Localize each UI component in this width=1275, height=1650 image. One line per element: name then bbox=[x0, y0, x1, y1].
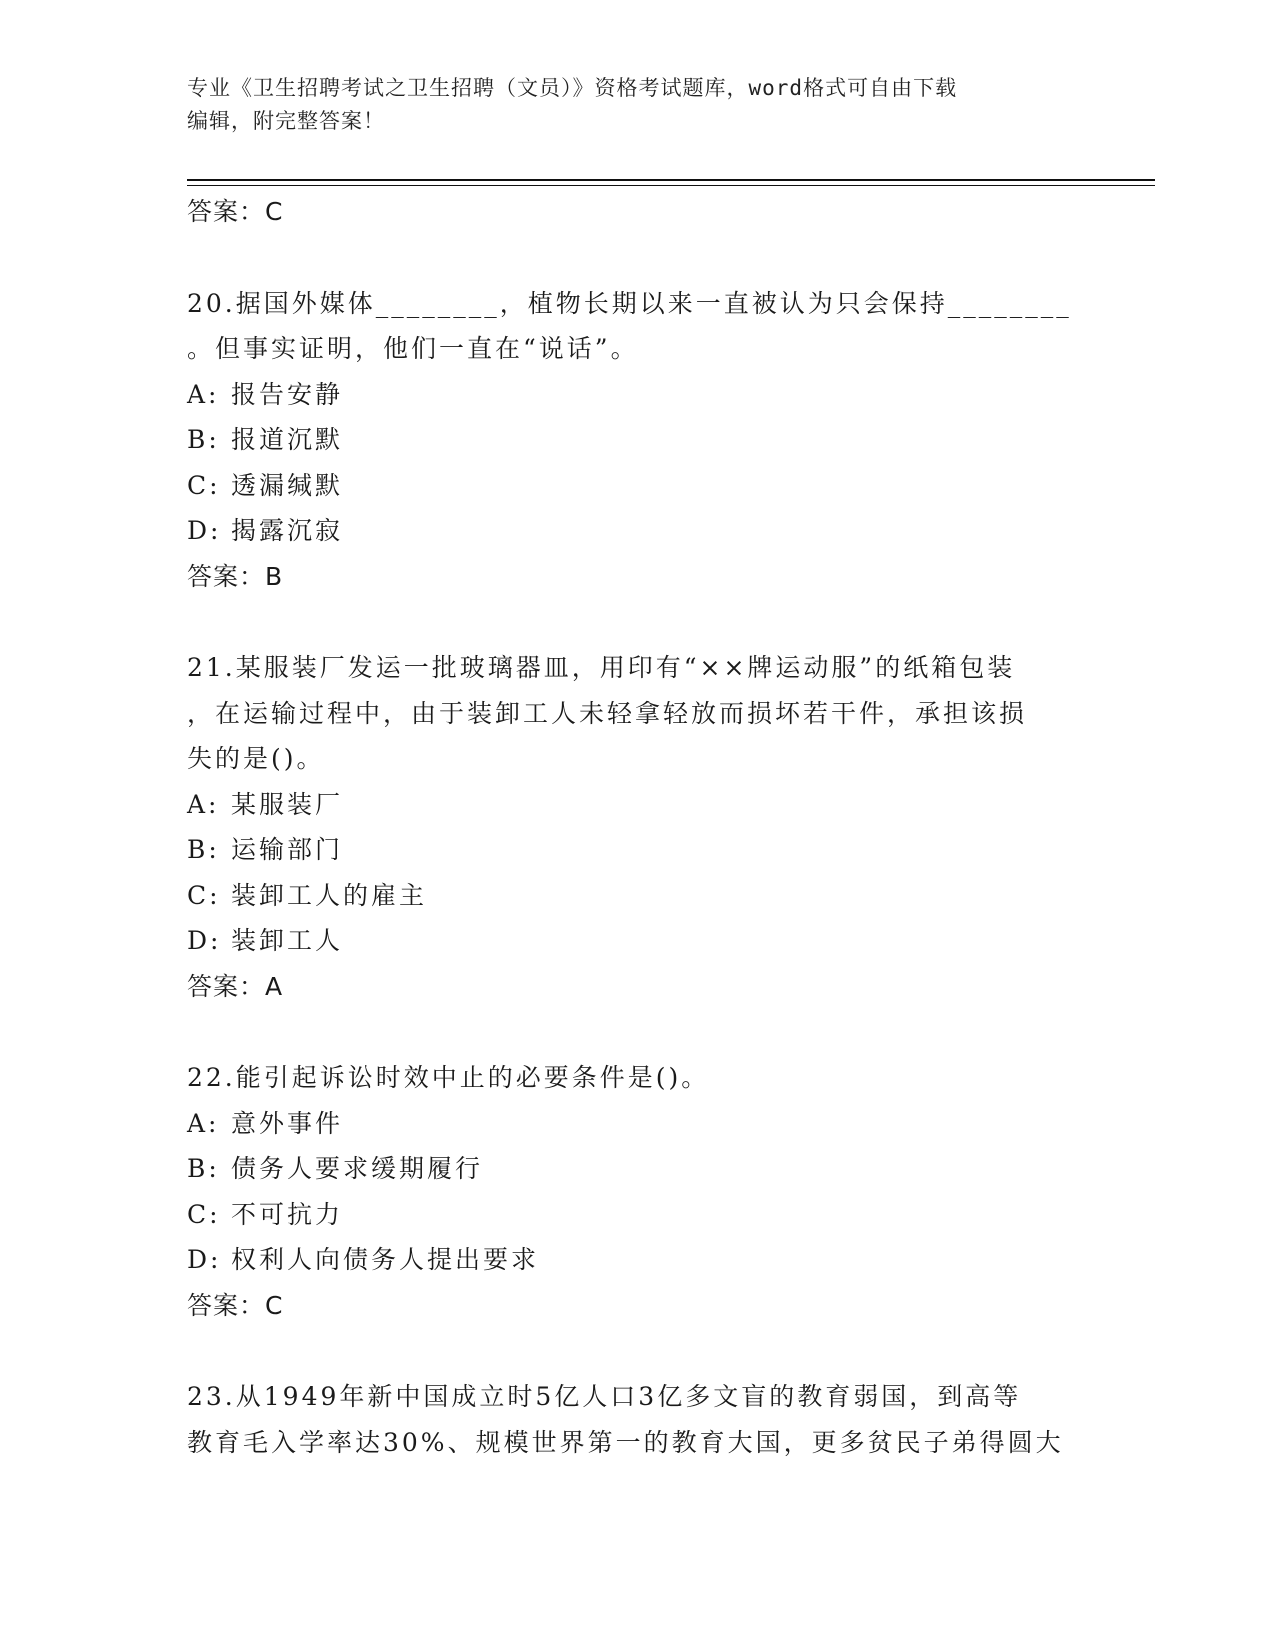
option-b: B: 运输部门 bbox=[187, 835, 344, 864]
question-23 bbox=[187, 1374, 1087, 1465]
option-d: D: 揭露沉寂 bbox=[187, 516, 344, 545]
header-rule-thick bbox=[187, 179, 1155, 181]
question-stem-line: 23.从1949年新中国成立时5亿人口3亿多文盲的教育弱国，到高等 bbox=[187, 1382, 1022, 1411]
option-d: D: 权利人向债务人提出要求 bbox=[187, 1245, 540, 1274]
question-stem-line: 21.某服装厂发运一批玻璃器皿，用印有“××牌运动服”的纸箱包装 bbox=[187, 653, 1016, 682]
question-21 bbox=[187, 645, 1087, 1009]
question-stem-line: 失的是()。 bbox=[187, 744, 325, 773]
question-stem-line: 20.据国外媒体________，植物长期以来一直被认为只会保持________ bbox=[187, 288, 1072, 318]
header-rule-thin bbox=[187, 185, 1155, 186]
question-stem-line: 教育毛入学率达30%、规模世界第一的教育大国，更多贫民子弟得圆大 bbox=[187, 1427, 1064, 1457]
document-header bbox=[187, 72, 1067, 138]
option-c: C: 不可抗力 bbox=[187, 1199, 344, 1229]
header-line-2: 编辑，附完整答案！ bbox=[187, 109, 385, 133]
option-a: A: 意外事件 bbox=[187, 1108, 344, 1138]
question-stem-line: 。但事实证明，他们一直在“说话”。 bbox=[187, 334, 639, 363]
option-a: A: 某服装厂 bbox=[187, 789, 344, 819]
option-a: A: 报告安静 bbox=[187, 379, 344, 409]
question-list bbox=[187, 189, 1087, 1465]
option-d: D: 装卸工人 bbox=[187, 926, 344, 955]
answer-line: 答案：C bbox=[187, 1290, 284, 1320]
answer-line: 答案：A bbox=[187, 971, 284, 1001]
option-b: B: 报道沉默 bbox=[187, 425, 344, 454]
question-22 bbox=[187, 1055, 1087, 1328]
answer-line: 答案：B bbox=[187, 561, 284, 591]
option-c: C: 装卸工人的雇主 bbox=[187, 880, 428, 910]
answer-line: 答案：C bbox=[187, 197, 284, 226]
header-line-1: 专业《卫生招聘考试之卫生招聘（文员）》资格考试题库，word格式可自由下载 bbox=[187, 76, 958, 100]
question-stem-line: ，在运输过程中，由于装卸工人未轻拿轻放而损坏若干件，承担该损 bbox=[187, 698, 1028, 728]
question-stem-line: 22.能引起诉讼时效中止的必要条件是()。 bbox=[187, 1063, 710, 1092]
question-20 bbox=[187, 281, 1087, 600]
option-c: C: 透漏缄默 bbox=[187, 470, 344, 500]
option-b: B: 债务人要求缓期履行 bbox=[187, 1154, 484, 1183]
